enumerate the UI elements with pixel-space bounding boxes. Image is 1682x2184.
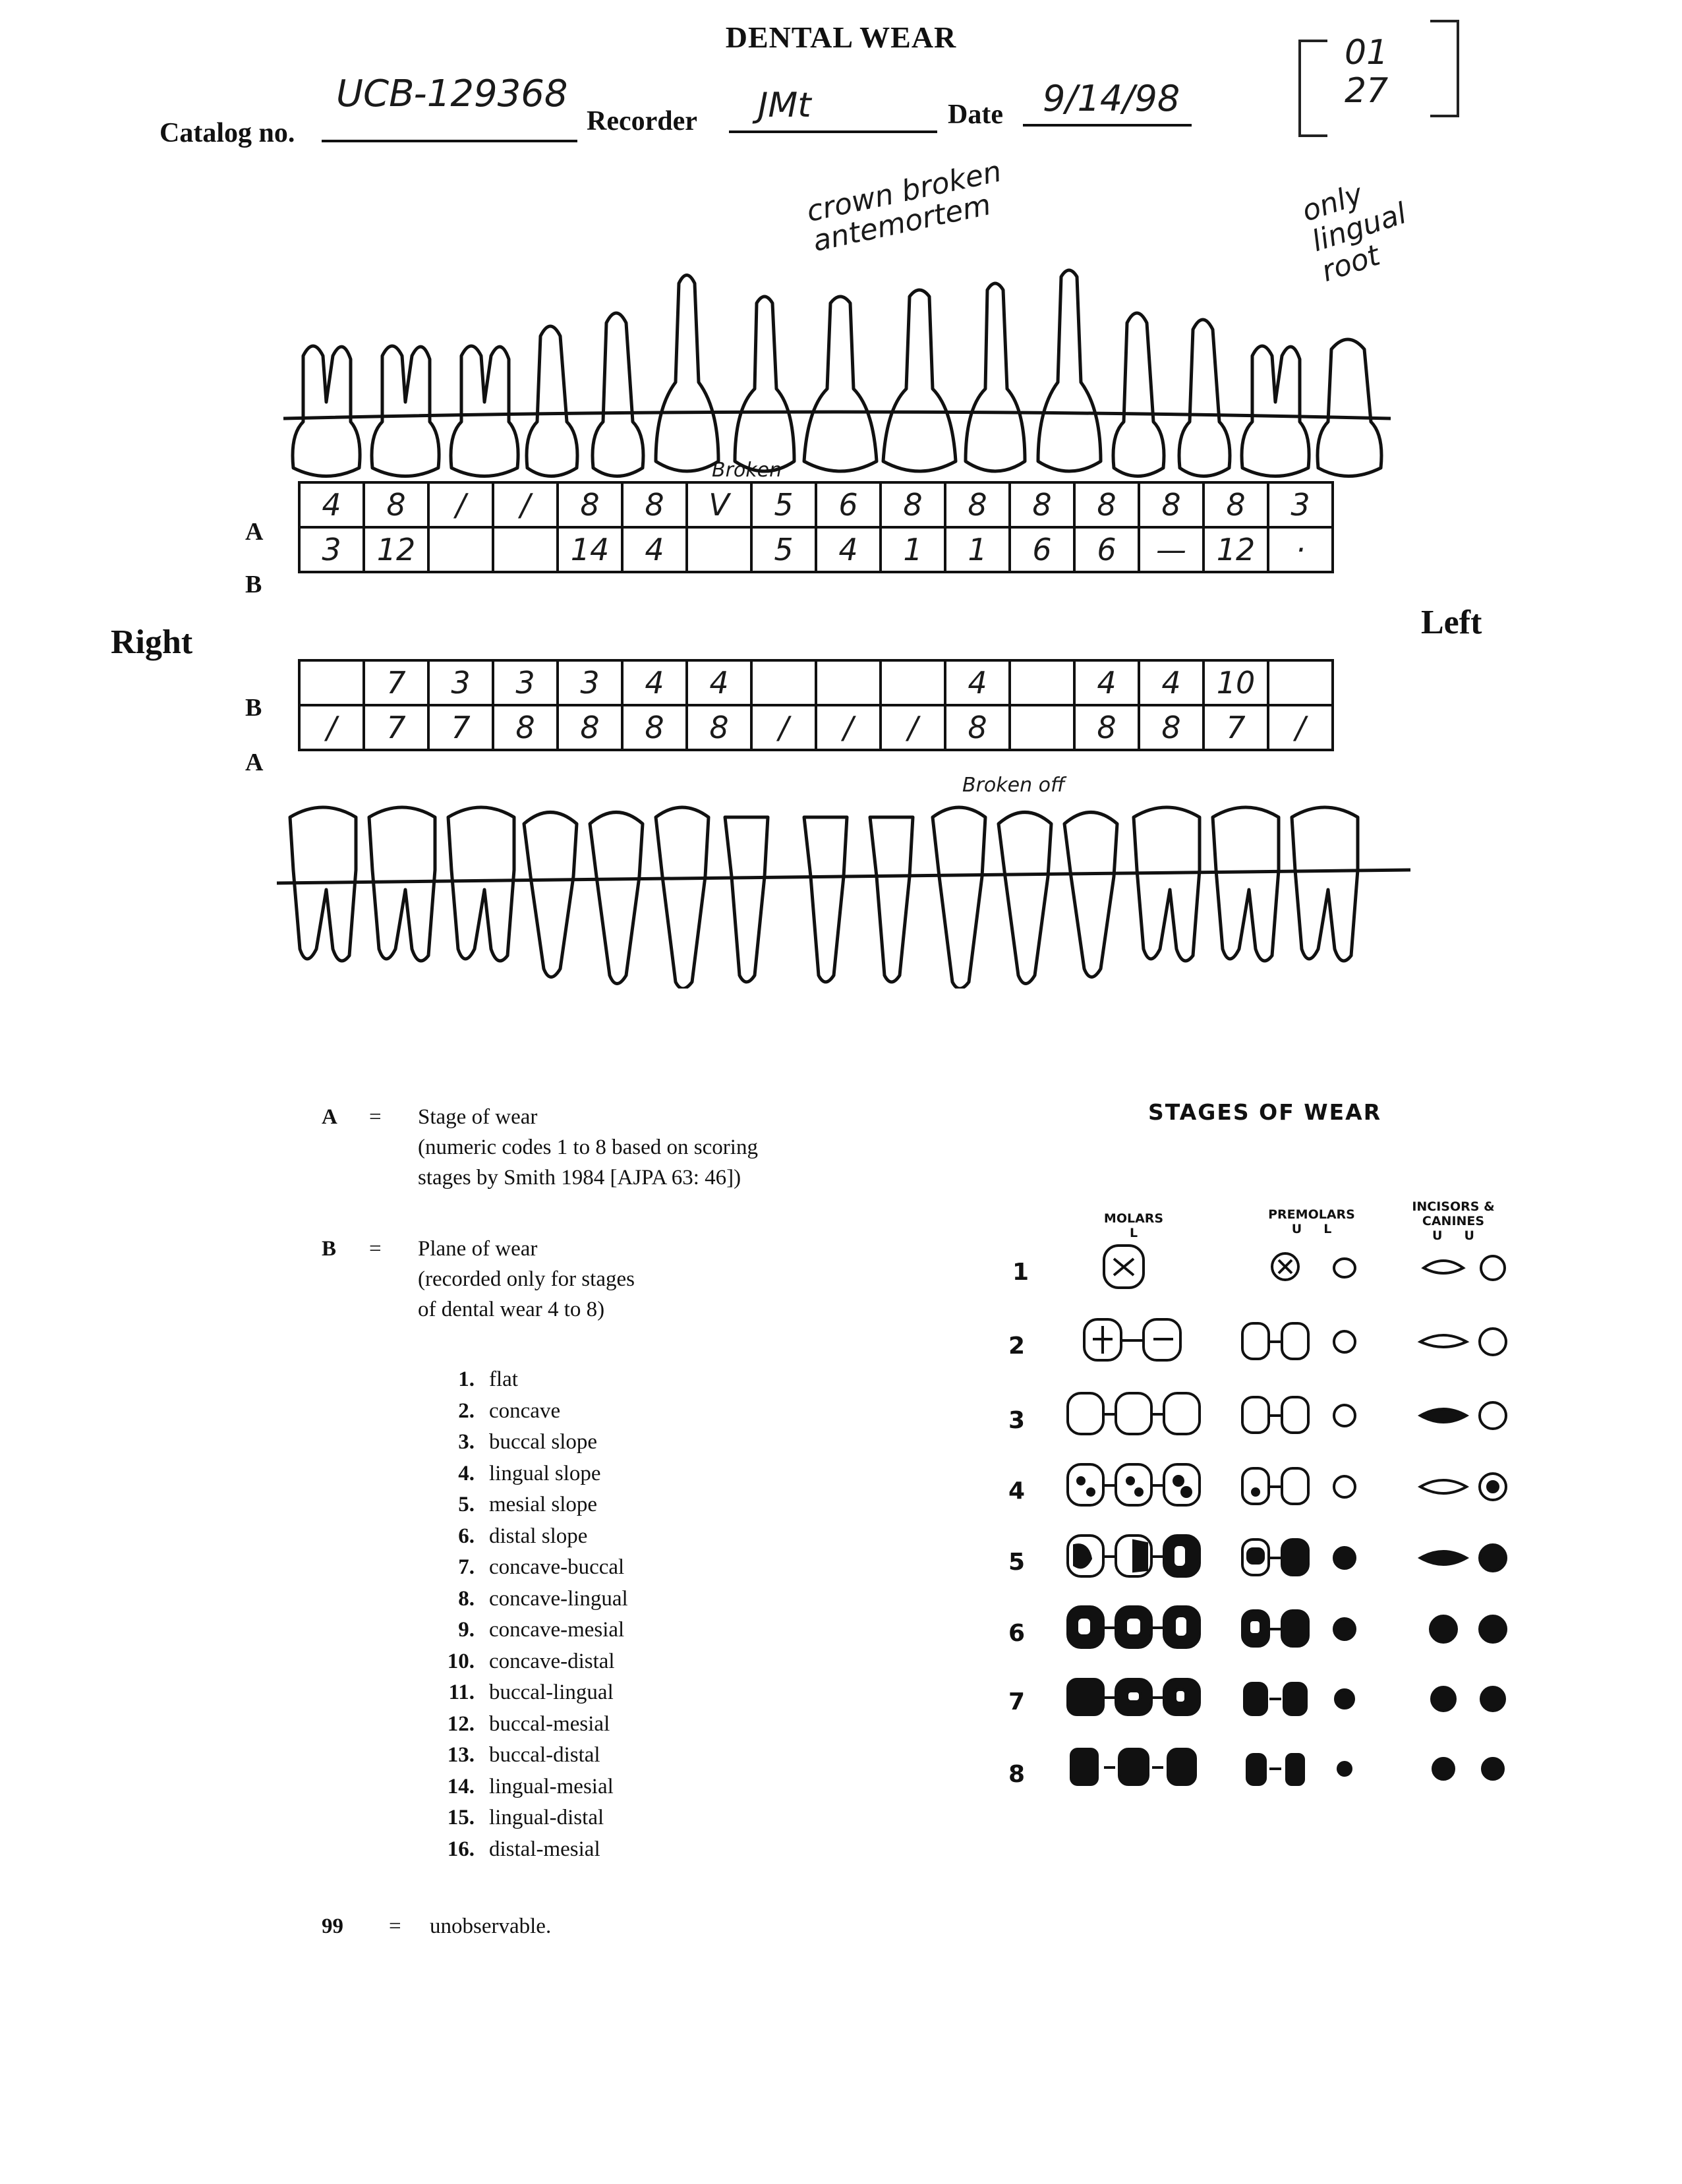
mandible-b-cell[interactable] — [751, 660, 816, 705]
legend-b-title: Plane of wear — [418, 1237, 538, 1261]
stages-title: STAGES OF WEAR — [1148, 1099, 1382, 1125]
plane-item — [428, 1650, 771, 1681]
maxilla-b-cell[interactable]: 1 — [945, 527, 1010, 572]
mandible-b-cell[interactable]: 4 — [687, 660, 751, 705]
maxilla-a-cell[interactable]: 8 — [1010, 482, 1074, 527]
plane-number: 10. — [447, 1649, 475, 1673]
maxilla-wear-table — [298, 481, 1334, 573]
maxilla-b-cell[interactable]: · — [1268, 527, 1333, 572]
incisors-sub: U U — [1432, 1228, 1474, 1243]
mandible-a-cell[interactable]: 8 — [687, 705, 751, 750]
plane-item — [428, 1555, 771, 1587]
upper-molar-1 — [293, 346, 360, 476]
stage-number: 4 — [1008, 1478, 1026, 1505]
plane-number: 4. — [458, 1461, 475, 1485]
mandible-a-cell[interactable]: / — [881, 705, 945, 750]
catalog-value: UCB-129368 — [336, 72, 568, 115]
maxilla-b-cell[interactable]: 6 — [1074, 527, 1139, 572]
plane-label: concave-lingual — [489, 1586, 628, 1611]
incisors-heading — [1397, 1199, 1509, 1243]
plane-item — [428, 1681, 771, 1712]
plane-label: concave-mesial — [489, 1618, 625, 1642]
maxilla-row-a — [299, 482, 1333, 527]
legend-b-desc-1: (recorded only for stages — [418, 1267, 635, 1291]
mandible-a-cell[interactable]: / — [751, 705, 816, 750]
plane-item — [428, 1587, 771, 1619]
side-label-left: Left — [1421, 604, 1482, 641]
plane-label: lingual-mesial — [489, 1774, 614, 1798]
plane-label: buccal-distal — [489, 1743, 600, 1767]
catalog-line — [322, 140, 577, 142]
annotation-broken-upper: Broken — [712, 459, 782, 482]
plane-number: 5. — [458, 1493, 475, 1516]
mandible-row-a — [299, 705, 1333, 750]
mandible-a-cell[interactable]: / — [816, 705, 881, 750]
plane-number: 6. — [458, 1524, 475, 1548]
molars-sub: L — [1129, 1226, 1138, 1240]
maxilla-row-b-label: B — [245, 571, 262, 598]
plane-item — [428, 1618, 771, 1650]
maxilla-a-cell[interactable]: 5 — [751, 482, 816, 527]
maxilla-row-a-label: A — [245, 518, 264, 546]
maxilla-a-cell[interactable]: 8 — [364, 482, 428, 527]
plane-number: 11. — [448, 1681, 475, 1704]
plane-item — [428, 1837, 771, 1869]
molars-label: MOLARS — [1103, 1211, 1164, 1226]
legend-a-block — [418, 1102, 758, 1193]
mandible-b-cell[interactable] — [816, 660, 881, 705]
plane-label: buccal-mesial — [489, 1711, 610, 1736]
legend-a-desc-2: stages by Smith 1984 [AJPA 63: 46]) — [418, 1166, 741, 1190]
stage-number: 6 — [1008, 1620, 1026, 1647]
legend-a-title: Stage of wear — [418, 1105, 538, 1129]
mandible-row-b — [299, 660, 1333, 705]
maxilla-b-cell[interactable]: 4 — [622, 527, 687, 572]
premolars-heading — [1246, 1207, 1378, 1236]
corner-note-bottom: 27 — [1345, 71, 1389, 111]
premolars-sub: U L — [1291, 1222, 1332, 1236]
mandible-a-cell[interactable]: 8 — [493, 705, 558, 750]
maxilla-b-cell[interactable]: 3 — [299, 527, 364, 572]
mandible-b-cell[interactable] — [299, 660, 364, 705]
legend-b-desc-2: of dental wear 4 to 8) — [418, 1298, 605, 1321]
maxilla-b-cell[interactable] — [428, 527, 493, 572]
plane-item — [428, 1775, 771, 1806]
mandible-b-cell[interactable]: 7 — [364, 660, 428, 705]
maxilla-a-cell[interactable]: 8 — [558, 482, 622, 527]
mandible-a-cell[interactable]: / — [1268, 705, 1333, 750]
plane-number: 8. — [458, 1586, 475, 1611]
plane-number: 13. — [447, 1743, 475, 1767]
premolars-label: PREMOLARS — [1268, 1207, 1355, 1222]
maxilla-b-cell[interactable]: 4 — [816, 527, 881, 572]
plane-label: mesial slope — [489, 1493, 598, 1516]
plane-number: 1. — [458, 1367, 475, 1391]
corner-bracket-left — [1298, 40, 1327, 137]
plane-number: 2. — [458, 1398, 475, 1423]
legend-a-eq: = — [369, 1105, 382, 1129]
unobservable-eq: = — [389, 1914, 401, 1938]
corner-note-top: 01 — [1345, 33, 1389, 72]
unobservable-code — [322, 1911, 343, 1941]
mandible-a-cell[interactable]: / — [299, 705, 364, 750]
legend-a-desc-1: (numeric codes 1 to 8 based on scoring — [418, 1135, 758, 1159]
plane-number: 7. — [458, 1555, 475, 1579]
mandible-row-b-label: B — [245, 694, 262, 722]
mandible-b-cell[interactable] — [881, 660, 945, 705]
mandible-a-cell[interactable] — [1010, 705, 1074, 750]
maxilla-b-cell[interactable]: 6 — [1010, 527, 1074, 572]
maxilla-b-cell[interactable]: 12 — [364, 527, 428, 572]
catalog-label: Catalog no. — [160, 118, 295, 148]
stage-number: 3 — [1008, 1407, 1026, 1434]
mandible-a-cell[interactable]: 8 — [1139, 705, 1204, 750]
form-title: DENTAL WEAR — [725, 20, 957, 54]
maxilla-a-cell[interactable]: / — [493, 482, 558, 527]
annotation-only-lingual-root: only lingual root — [1298, 177, 1411, 289]
recorder-label: Recorder — [587, 106, 697, 136]
mandible-wear-table — [298, 659, 1334, 751]
mandible-a-cell[interactable]: 7 — [428, 705, 493, 750]
maxilla-b-cell[interactable] — [493, 527, 558, 572]
maxilla-a-cell[interactable]: 8 — [1204, 482, 1268, 527]
mandible-b-cell[interactable]: 4 — [945, 660, 1010, 705]
maxilla-b-cell[interactable]: 5 — [751, 527, 816, 572]
mandible-b-cell[interactable]: 4 — [622, 660, 687, 705]
plane-item — [428, 1430, 771, 1462]
side-label-right: Right — [111, 623, 193, 661]
maxilla-a-cell[interactable]: 3 — [1268, 482, 1333, 527]
plane-number: 15. — [447, 1806, 475, 1829]
plane-list — [428, 1367, 771, 1868]
plane-item — [428, 1399, 771, 1431]
mandible-a-cell[interactable]: 8 — [622, 705, 687, 750]
maxilla-a-cell[interactable]: 8 — [881, 482, 945, 527]
stage-number: 2 — [1008, 1333, 1026, 1360]
annotation-broken-lower: Broken off — [962, 774, 1065, 797]
mandible-b-cell[interactable]: 4 — [1074, 660, 1139, 705]
mandible-b-cell[interactable]: 10 — [1204, 660, 1268, 705]
plane-label: distal-mesial — [489, 1837, 600, 1861]
mandible-b-cell[interactable]: 4 — [1139, 660, 1204, 705]
stage-number: 7 — [1008, 1688, 1026, 1715]
date-line — [1023, 124, 1192, 127]
mandible-b-cell[interactable]: 3 — [558, 660, 622, 705]
mandible-a-cell[interactable]: 7 — [1204, 705, 1268, 750]
plane-label: concave-buccal — [489, 1555, 625, 1579]
plane-label: buccal slope — [489, 1430, 598, 1454]
plane-number: 9. — [458, 1618, 475, 1642]
stage-1-icons — [1104, 1246, 1505, 1288]
recorder-line — [729, 130, 937, 133]
incisors-label: INCISORS & CANINES — [1412, 1199, 1495, 1228]
mandible-b-cell[interactable] — [1010, 660, 1074, 705]
plane-item — [428, 1524, 771, 1556]
plane-label: concave-distal — [489, 1649, 615, 1673]
mandible-a-cell[interactable]: 8 — [945, 705, 1010, 750]
mandible-b-cell[interactable] — [1268, 660, 1333, 705]
plane-number: 3. — [458, 1430, 475, 1454]
maxilla-a-cell[interactable]: 8 — [1139, 482, 1204, 527]
date-value: 9/14/98 — [1043, 78, 1180, 119]
mandible-a-cell[interactable]: 8 — [558, 705, 622, 750]
unobservable-code-text: 99 — [322, 1914, 343, 1938]
maxilla-a-cell[interactable]: 4 — [299, 482, 364, 527]
maxilla-a-cell[interactable]: / — [428, 482, 493, 527]
legend-b-eq: = — [369, 1237, 382, 1261]
maxilla-a-cell[interactable]: 8 — [622, 482, 687, 527]
plane-label: flat — [489, 1367, 518, 1391]
recorder-value: JMt — [758, 86, 811, 125]
plane-label: lingual-distal — [489, 1806, 604, 1829]
maxilla-a-cell[interactable]: V — [687, 482, 751, 527]
corner-bracket-right — [1430, 20, 1459, 117]
stage-number: 5 — [1008, 1549, 1026, 1576]
maxilla-a-cell[interactable]: 6 — [816, 482, 881, 527]
molars-heading — [1081, 1211, 1186, 1240]
maxilla-a-cell[interactable]: 8 — [1074, 482, 1139, 527]
mandible-b-cell[interactable]: 3 — [428, 660, 493, 705]
mandible-a-cell[interactable]: 8 — [1074, 705, 1139, 750]
plane-label: lingual slope — [489, 1461, 601, 1485]
maxilla-b-cell[interactable]: 12 — [1204, 527, 1268, 572]
plane-label: concave — [489, 1398, 561, 1423]
plane-item — [428, 1493, 771, 1524]
annotation-crown-broken: crown broken antemortem — [803, 154, 1004, 258]
legend-b-block — [418, 1234, 635, 1325]
date-label: Date — [948, 100, 1003, 130]
legend-b-key — [322, 1234, 336, 1264]
plane-item — [428, 1367, 771, 1399]
plane-item — [428, 1712, 771, 1744]
plane-item — [428, 1743, 771, 1775]
maxilla-b-cell[interactable]: — — [1139, 527, 1204, 572]
stage-number: 8 — [1008, 1761, 1026, 1788]
plane-number: 16. — [447, 1837, 475, 1861]
legend-a-letter: A — [322, 1105, 337, 1129]
legend-a-key — [322, 1102, 337, 1132]
mandible-a-cell[interactable]: 7 — [364, 705, 428, 750]
mandible-row-a-label: A — [245, 749, 264, 776]
unobservable-label: unobservable. — [430, 1914, 552, 1938]
maxilla-a-cell[interactable]: 8 — [945, 482, 1010, 527]
plane-label: buccal-lingual — [489, 1681, 614, 1704]
mandible-b-cell[interactable]: 3 — [493, 660, 558, 705]
stage-number: 1 — [1012, 1259, 1030, 1286]
maxilla-b-cell[interactable]: 14 — [558, 527, 622, 572]
maxilla-b-cell[interactable]: 1 — [881, 527, 945, 572]
mandibular-teeth-diagram — [270, 797, 1417, 989]
plane-label: distal slope — [489, 1524, 588, 1548]
maxilla-row-b — [299, 527, 1333, 572]
plane-number: 12. — [447, 1711, 475, 1736]
plane-item — [428, 1462, 771, 1493]
plane-item — [428, 1806, 771, 1837]
maxilla-b-cell[interactable] — [687, 527, 751, 572]
stages-of-wear-diagram — [1055, 1239, 1529, 1806]
plane-number: 14. — [447, 1774, 475, 1798]
maxillary-teeth-diagram — [277, 264, 1397, 481]
legend-b-letter: B — [322, 1237, 337, 1261]
